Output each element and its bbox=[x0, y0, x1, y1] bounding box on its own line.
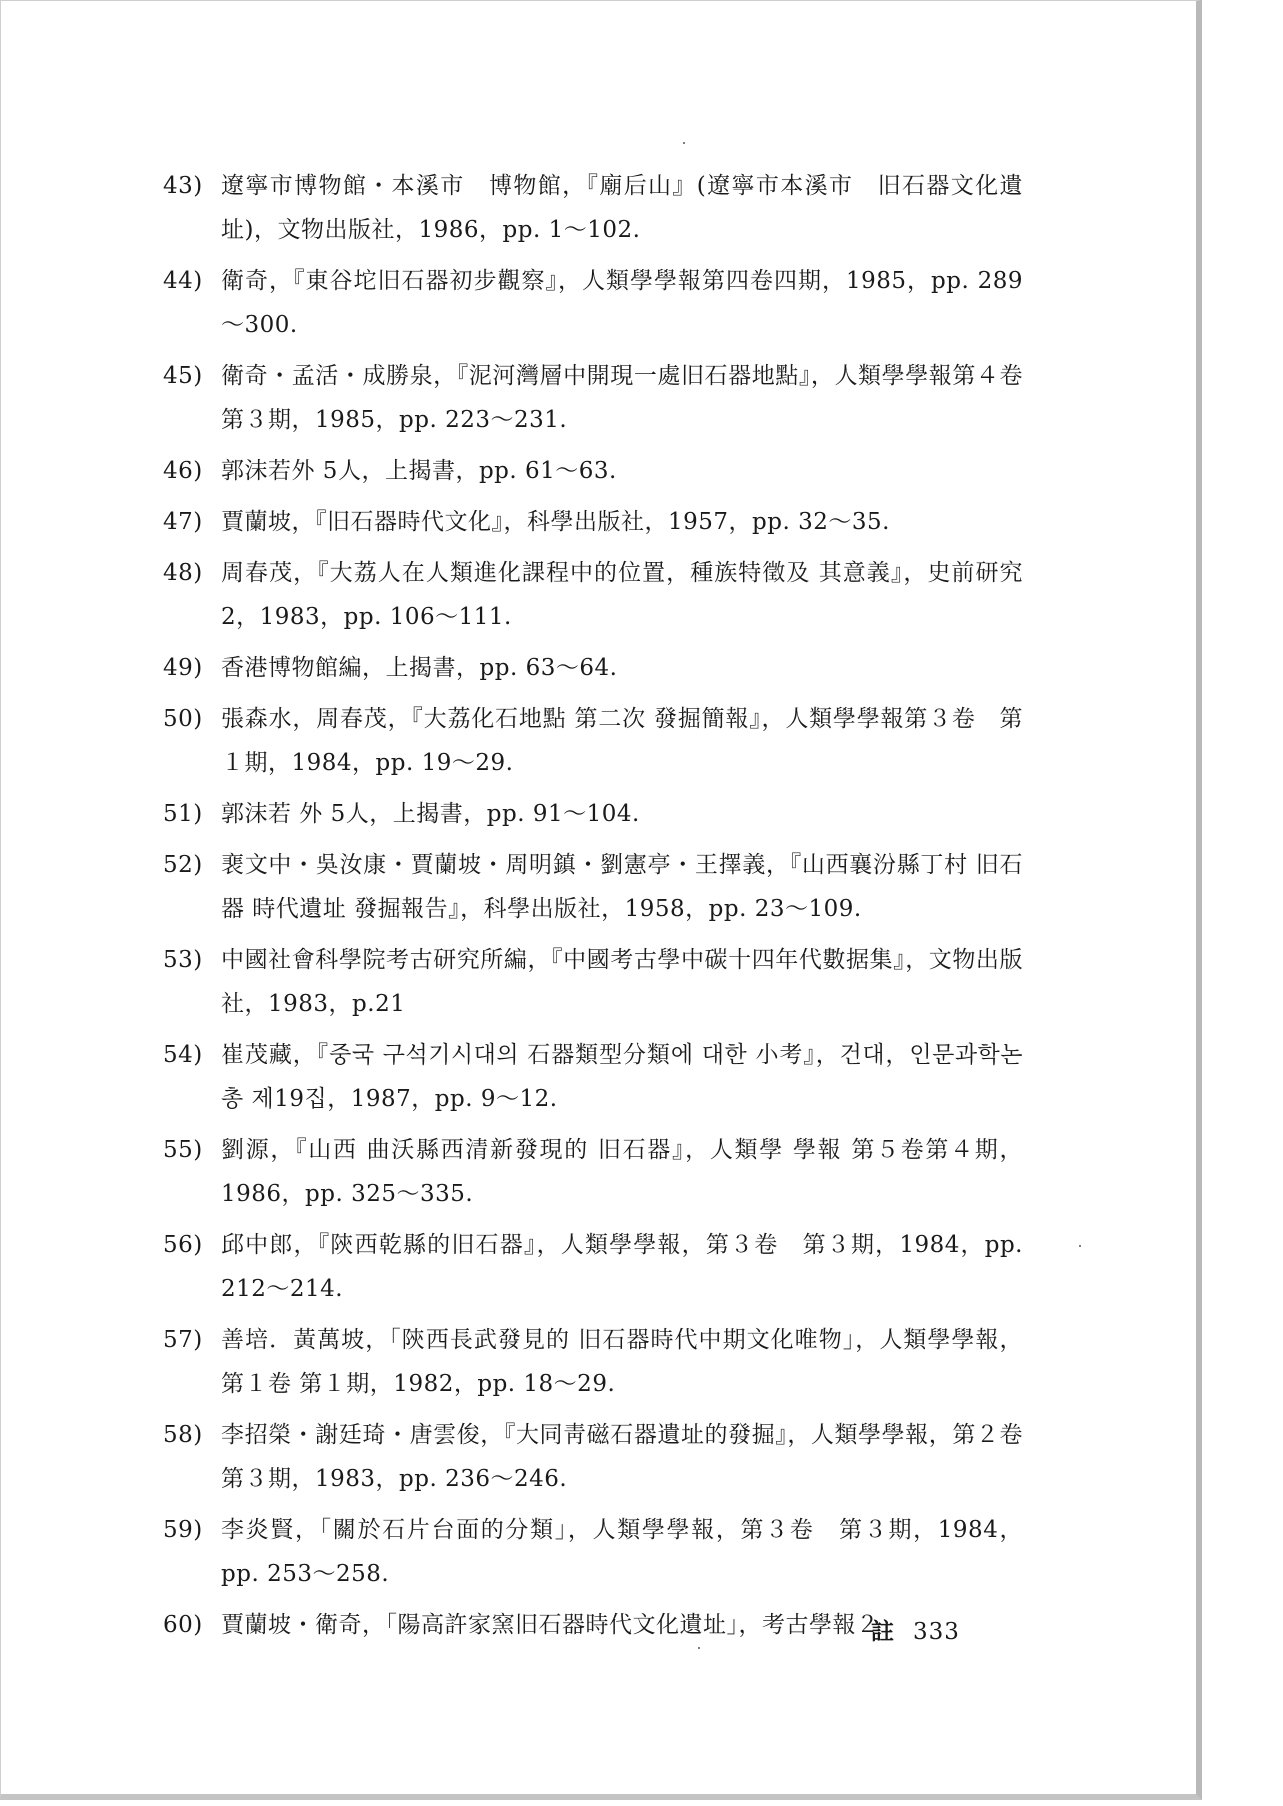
note-item bbox=[163, 792, 1023, 836]
note-text: 善培．黃萬坡，「陝西長武發見的 旧石器時代中期文化唯物」，人類學學報，第１卷 第１期，1982，pp. 18～29. bbox=[221, 1327, 1023, 1397]
note-item bbox=[163, 938, 1023, 1026]
notes-list bbox=[163, 164, 1047, 1654]
note-item bbox=[163, 1508, 1023, 1596]
note-number: 57) bbox=[163, 1327, 203, 1353]
note-item bbox=[163, 646, 1023, 690]
note-number: 46) bbox=[163, 458, 203, 484]
note-item bbox=[163, 843, 1023, 931]
note-number: 54) bbox=[163, 1042, 203, 1068]
note-number: 58) bbox=[163, 1422, 203, 1448]
note-text: 遼寧市博物館・本溪市 博物館，『廟后山』(遼寧市本溪市 旧石器文化遺址)，文物出版社，1986，pp. 1～102. bbox=[221, 173, 1023, 243]
note-number: 47) bbox=[163, 509, 203, 535]
note-number: 52) bbox=[163, 852, 203, 878]
note-item bbox=[163, 164, 1023, 252]
note-text: 郭沫若外 5人，上揭書，pp. 61～63. bbox=[221, 458, 617, 484]
note-number: 50) bbox=[163, 706, 203, 732]
note-text: 邱中郎，『陝西乾縣的旧石器』，人類學學報，第３卷 第３期，1984，pp. 212～214. bbox=[221, 1232, 1023, 1302]
note-item bbox=[163, 1033, 1023, 1121]
note-number: 45) bbox=[163, 363, 203, 389]
note-item bbox=[163, 1413, 1023, 1501]
note-number: 51) bbox=[163, 801, 203, 827]
note-number: 43) bbox=[163, 173, 203, 199]
note-number: 60) bbox=[163, 1612, 203, 1638]
note-text: 李招榮・謝廷琦・唐雲俊，『大同靑磁石器遺址的發掘』，人類學學報，第２卷 第３期，1983，pp. 236～246. bbox=[221, 1422, 1023, 1492]
scan-speck bbox=[683, 142, 685, 144]
note-item bbox=[163, 1128, 1023, 1216]
note-item bbox=[163, 1318, 1023, 1406]
section-label: 註 bbox=[871, 1618, 895, 1645]
note-text: 香港博物館編，上揭書，pp. 63～64. bbox=[221, 655, 618, 681]
note-number: 48) bbox=[163, 560, 203, 586]
note-text: 李炎賢，「關於石片台面的分類」，人類學學報，第３卷 第３期，1984，pp. 253～258. bbox=[221, 1517, 1023, 1587]
note-text: 崔茂藏，『중국 구석기시대의 石器類型分類에 대한 小考』，건대，인문과학논총 제19집，1987，pp. 9～12. bbox=[221, 1042, 1023, 1112]
note-text: 衛奇，『東谷坨旧石器初步觀察』，人類學學報第四卷四期，1985，pp. 289～300. bbox=[221, 268, 1023, 338]
note-item bbox=[163, 449, 1023, 493]
note-text: 劉源，『山西 曲沃縣西清新發現的 旧石器』，人類學 學報 第５卷第４期，1986，pp. 325～335. bbox=[221, 1137, 1023, 1207]
note-number: 49) bbox=[163, 655, 203, 681]
note-text: 中國社會科學院考古研究所編，『中國考古學中碳十四年代數据集』，文物出版社，1983，p.21 bbox=[221, 947, 1023, 1017]
note-text: 郭沫若 外 5人，上揭書，pp. 91～104. bbox=[221, 801, 640, 827]
note-text: 賈蘭坡・衛奇，「陽高許家窯旧石器時代文化遺址」，考古學報２ bbox=[221, 1612, 880, 1638]
viewer-background bbox=[1202, 0, 1283, 1806]
note-text: 衛奇・孟活・成勝泉，『泥河灣層中開現一處旧石器地點』，人類學學報第４卷 第３期，1985，pp. 223～231. bbox=[221, 363, 1047, 433]
note-item bbox=[163, 697, 1023, 785]
note-text: 周春茂，『大荔人在人類進化課程中的位置，種族特徵及 其意義』，史前研究 2，1983，pp. 106～111. bbox=[221, 560, 1023, 630]
note-item bbox=[163, 500, 1023, 544]
note-text: 賈蘭坡，『旧石器時代文化』，科學出版社，1957，pp. 32～35. bbox=[221, 509, 890, 535]
note-number: 56) bbox=[163, 1232, 203, 1258]
note-item bbox=[163, 551, 1023, 639]
note-item bbox=[163, 354, 1047, 442]
page-footer bbox=[871, 1613, 960, 1646]
note-number: 53) bbox=[163, 947, 203, 973]
note-item bbox=[163, 1223, 1023, 1311]
note-number: 59) bbox=[163, 1517, 203, 1543]
note-text: 張森水，周春茂，『大荔化石地點 第二次 發掘簡報』，人類學學報第３卷 第１期，1984，pp. 19～29. bbox=[221, 706, 1023, 776]
note-number: 44) bbox=[163, 268, 203, 294]
note-item bbox=[163, 259, 1023, 347]
page-number: 333 bbox=[913, 1619, 960, 1645]
scan-speck bbox=[1079, 1245, 1081, 1247]
scan-speck bbox=[698, 1647, 700, 1649]
note-number: 55) bbox=[163, 1137, 203, 1163]
note-text: 裵文中・吳汝康・賈蘭坡・周明鎮・劉憲亭・王擇義，『山西襄汾縣丁村 旧石器 時代遺址 發掘報告』，科學出版社，1958，pp. 23～109. bbox=[221, 852, 1023, 922]
